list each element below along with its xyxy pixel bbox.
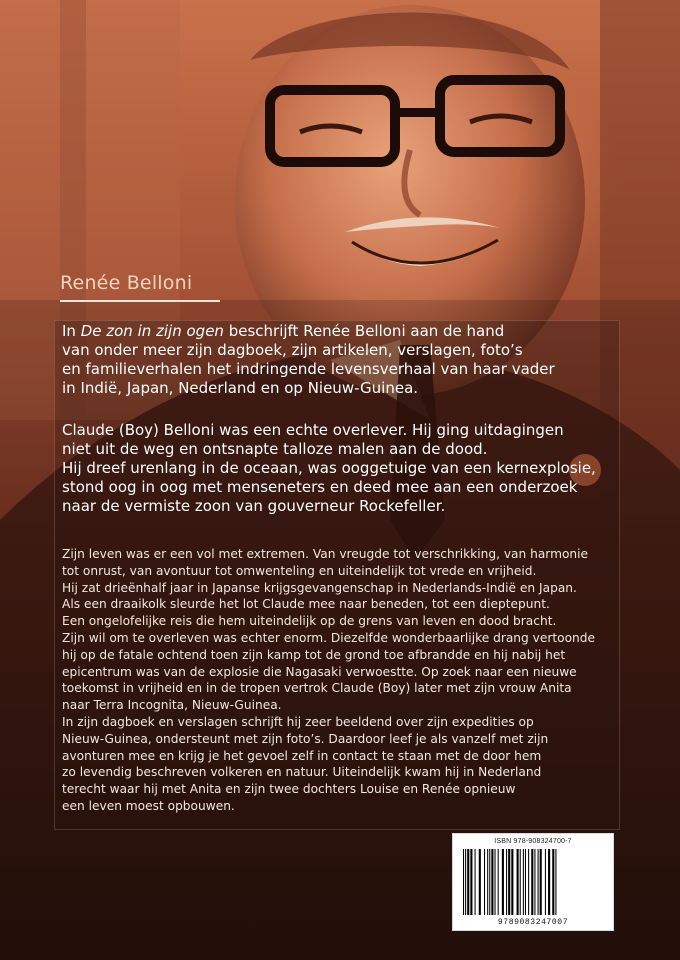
barcode-bar [465,849,466,915]
barcode-bar [463,849,464,915]
body-line: avonturen mee en krijg je het gevoel zelf in contact te staan met de door hem [62,748,542,763]
barcode-bar [470,849,472,915]
lead-line [62,421,632,440]
lead-text: Claude (Boy) Belloni was een echte overlever. Hij ging uitdagingen [62,421,564,439]
barcode-bar [487,849,488,915]
author-name: Renée Belloni [60,272,193,294]
lead-text: in Indië, Japan, Nederland en op Nieuw-Guinea. [62,379,419,397]
barcode-bar [498,849,499,915]
barcode-bar [534,849,535,915]
barcode-bar [484,849,485,915]
lead-line [62,497,632,516]
body-line: Een ongelofelijke reis die hem uiteindelijk op de grens van leven en dood bracht. [62,614,557,629]
body-line: toekomst in vrijheid en in de tropen vertrok Claude (Boy) later met zijn vrouw Anita [62,681,572,696]
body-paragraph [62,546,632,815]
author-underline [60,300,220,302]
barcode-bar [489,849,490,915]
body-line: naar Terra Incognita, Nieuw-Guinea. [62,698,282,713]
lead-paragraph-2 [62,421,632,516]
lead-text: Hij dreef urenlang in de oceaan, was ooggetuige van een kernexplosie, [62,459,596,477]
body-line: hij op de fatale ochtend toen zijn kamp tot de grond toe afbrandde en hij nabij het [62,647,566,662]
lead-text: stond oog in oog met menseneters en deed mee aan een onderzoek [62,478,578,496]
barcode-bar [491,849,493,915]
lead-text: naar de vermiste zoon van gouverneur Rockefeller. [62,497,446,515]
isbn-label: ISBN 978-908324700-7 [494,838,572,845]
body-line: Nieuw-Guinea, ondersteunt met zijn foto’s. Daardoor leef je als vanzelf met zijn [62,731,549,746]
lead-text: van onder meer zijn dagboek, zijn artikelen, verslagen, foto’s [62,341,523,359]
barcode-bar [502,849,504,915]
barcode-bar [479,849,481,915]
barcode-bar [511,849,513,915]
body-line: epicentrum was van de explosie die Nagasaki verwoestte. Op zoek naar een nieuwe [62,664,577,679]
isbn-barcode [452,833,614,931]
barcode-bar [475,849,476,915]
barcode-bar [545,849,546,915]
barcode-bar [508,849,510,915]
barcode-bar [528,849,529,915]
barcode-bar [525,849,526,915]
lead-line [62,440,632,459]
barcode-bar [548,849,550,915]
body-line: tot onrust, van avontuur tot omwenteling en uiteindelijk tot vrede en vrijheid. [62,563,537,578]
barcode-bar [517,849,519,915]
lead-text: niet uit de weg en ontsnapte talloze malen aan de dood. [62,440,488,458]
barcode-bar [523,849,524,915]
lead-text: In [62,322,81,340]
lead-line [62,322,632,341]
body-line: een leven moest opbouwen. [62,798,235,813]
body-line: Zijn leven was er een vol met extremen. Van vreugde tot verschrikking, van harmonie [62,547,589,561]
lead-line [62,478,632,497]
lead-line [62,341,632,360]
body-line: terecht waar hij met Anita en zijn twee dochters Louise en Renée opnieuw [62,782,516,797]
body-line: In zijn dagboek en verslagen schrijft hij zeer beeldend over zijn expedities op [62,714,534,729]
barcode-bar [531,849,533,915]
barcode-bar [495,849,496,915]
lead-line [62,459,632,478]
barcode-bar [520,849,521,915]
barcode-bar [552,849,554,915]
lead-text: beschrijft Renée Belloni aan de hand [223,322,505,340]
barcode-bar [540,849,542,915]
lead-line [62,360,632,379]
barcode-bar [555,849,556,915]
lead-text: en familieverhalen het indringende levensverhaal van haar vader [62,360,555,378]
barcode-bar [506,849,507,915]
barcode-number: 9789083247007 [497,918,569,927]
barcode-bar [538,849,539,915]
barcode-bars [461,849,607,917]
barcode-bar [467,849,469,915]
lead-line [62,379,632,398]
body-line: Zijn wil om te overleven was echter enorm. Diezelfde wonderbaarlijke drang vertoonde [62,630,596,645]
lead-paragraph-1 [62,322,632,398]
body-line: zo levendig beschreven volkeren en natuur. Uiteindelijk kwam hij in Nederland [62,765,542,780]
body-line: Als een draaikolk sleurde het lot Claude mee naar beneden, tot een dieptepunt. [62,597,550,612]
book-title-italic: De zon in zijn ogen [80,322,224,340]
body-line: Hij zat drieënhalf jaar in Japanse krijgsgevangenschap in Nederlands-Indië en Japan. [62,580,577,595]
